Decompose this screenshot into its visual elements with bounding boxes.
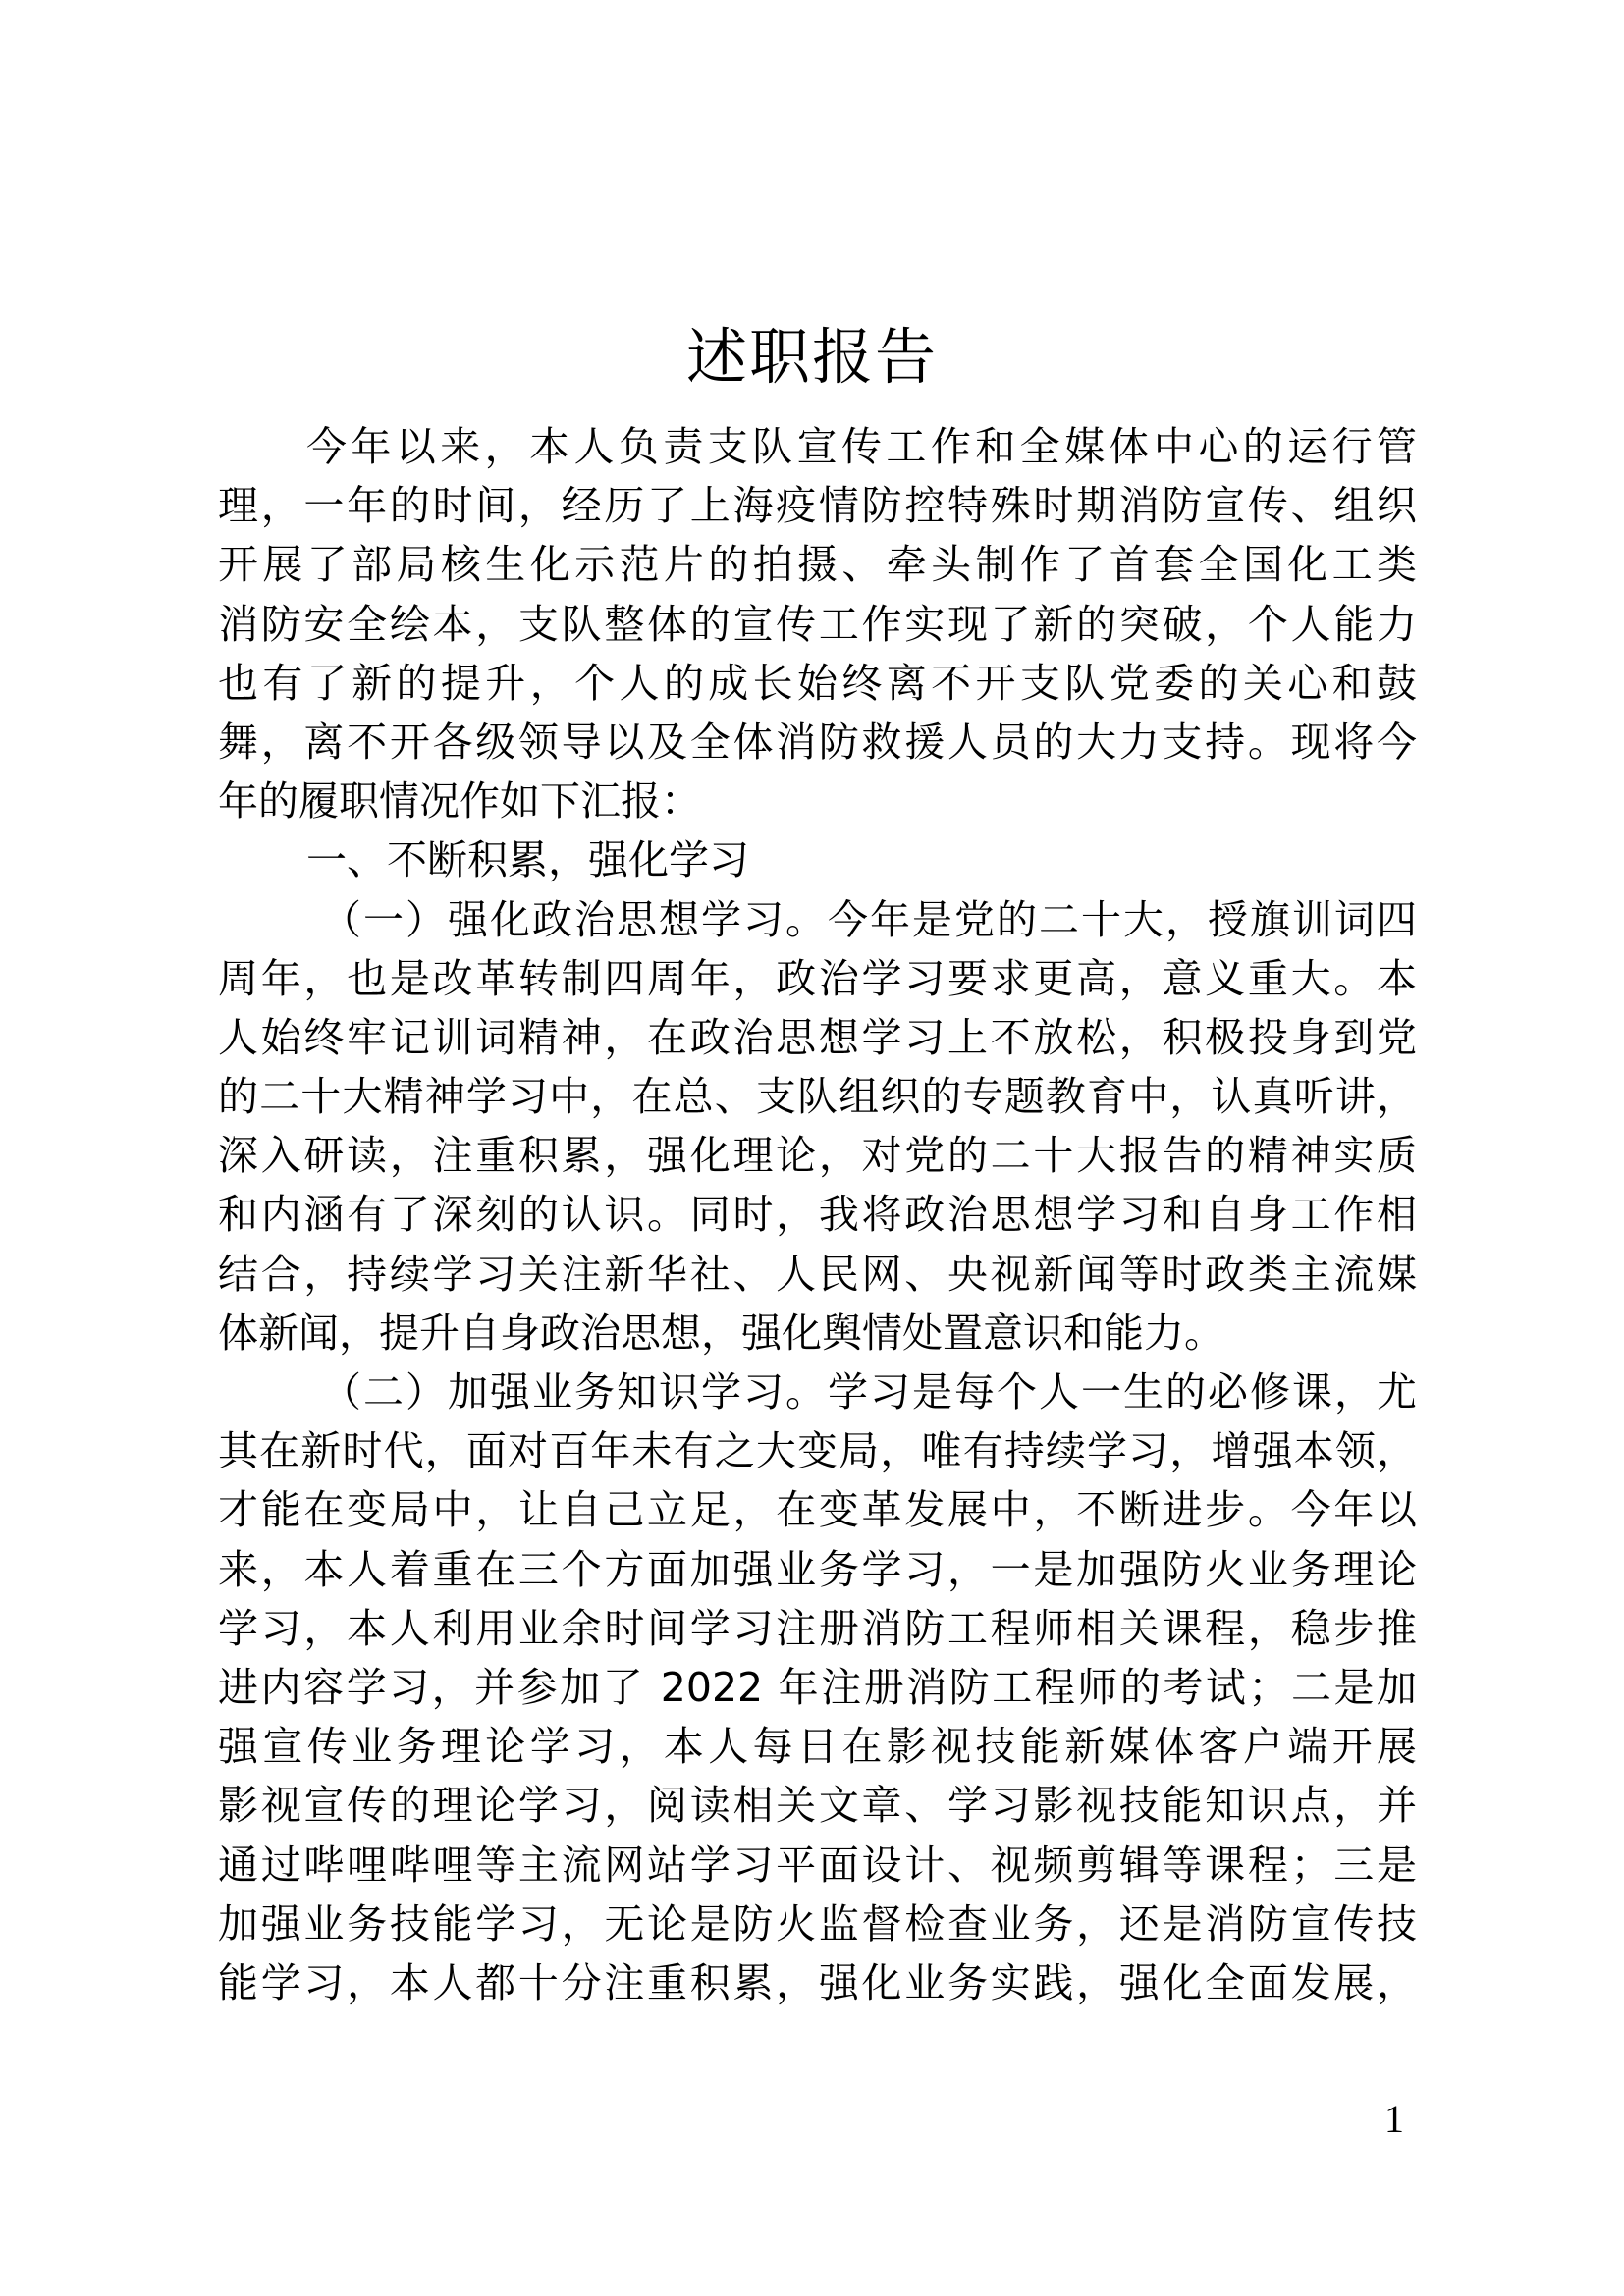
text-line: 今年以来，本人负责支队宣传工作和全媒体中心的运行管: [306, 423, 1417, 470]
text-line: 通过哔哩哔哩等主流网站学习平面设计、视频剪辑等课程；三是: [218, 1841, 1417, 1889]
text-line: 的二十大精神学习中，在总、支队组织的专题教育中，认真听讲，: [218, 1073, 1417, 1121]
text-line: 体新闻，提升自身政治思想，强化舆情处置意识和能力。: [218, 1308, 1224, 1357]
text-line: 学习，本人利用业余时间学习注册消防工程师相关课程，稳步推: [218, 1604, 1417, 1652]
text-line: 深入研读，注重积累，强化理论，对党的二十大报告的精神实质: [218, 1132, 1417, 1180]
text-line: 也有了新的提升，个人的成长始终离不开支队党委的关心和鼓: [218, 659, 1417, 707]
text-line: 影视宣传的理论学习，阅读相关文章、学习影视技能知识点，并: [218, 1782, 1417, 1830]
text-line: 理，一年的时间，经历了上海疫情防控特殊时期消防宣传、组织: [218, 482, 1417, 530]
text-line: 消防安全绘本，支队整体的宣传工作实现了新的突破，个人能力: [218, 600, 1417, 648]
document-body: [218, 417, 1417, 2012]
section-heading: 一、不断积累，强化学习: [306, 836, 749, 884]
text-line: 结合，持续学习关注新华社、人民网、央视新闻等时政类主流媒: [218, 1250, 1417, 1298]
page-number: 1: [1384, 2097, 1404, 2141]
text-line: 能学习，本人都十分注重积累，强化业务实践，强化全面发展，: [218, 1958, 1417, 2006]
text-line: 年的履职情况作如下汇报：: [218, 777, 701, 826]
document-title: 述职报告: [685, 321, 938, 393]
text-line: 周年，也是改革转制四周年，政治学习要求更高，意义重大。本: [218, 954, 1417, 1002]
text-line: 加强业务技能学习，无论是防火监督检查业务，还是消防宣传技: [218, 1899, 1417, 1948]
subsection-line: （一）强化政治思想学习。今年是党的二十大，授旗训词四: [321, 895, 1417, 943]
text-line: 和内涵有了深刻的认识。同时，我将政治思想学习和自身工作相: [218, 1191, 1417, 1239]
text-line: 人始终牢记训词精神，在政治思想学习上不放松，积极投身到党: [218, 1013, 1417, 1061]
text-line: 来，本人着重在三个方面加强业务学习，一是加强防火业务理论: [218, 1545, 1417, 1593]
text-line: 其在新时代，面对百年未有之大变局，唯有持续学习，增强本领，: [218, 1427, 1417, 1475]
subsection-line: （二）加强业务知识学习。学习是每个人一生的必修课，尤: [321, 1368, 1417, 1415]
text-line: 舞，离不开各级领导以及全体消防救援人员的大力支持。现将今: [218, 718, 1417, 766]
text-line: 强宣传业务理论学习，本人每日在影视技能新媒体客户端开展: [218, 1723, 1417, 1771]
text-line: 才能在变局中，让自己立足，在变革发展中，不断进步。今年以: [218, 1486, 1417, 1534]
text-line: 开展了部局核生化示范片的拍摄、牵头制作了首套全国化工类: [218, 541, 1417, 589]
text-line: 进内容学习，并参加了 2022 年注册消防工程师的考试；二是加: [218, 1663, 1417, 1711]
